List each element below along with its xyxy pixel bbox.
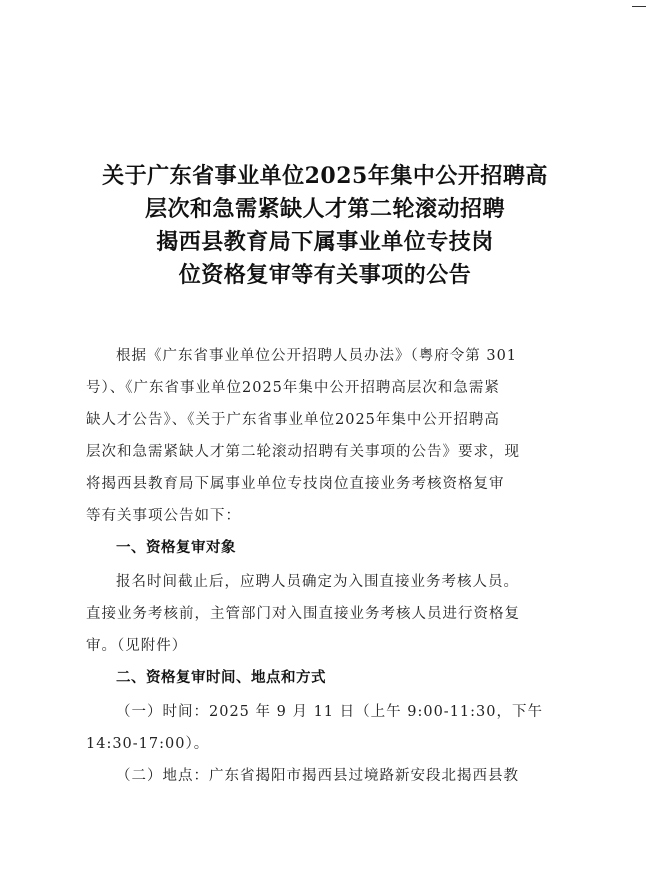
title-line-2: 层次和急需紧缺人才第二轮滚动招聘 [144, 196, 505, 222]
paragraph-2-line-2: 直接业务考核前，主管部门对入围直接业务考核人员进行资格复 [86, 606, 520, 622]
paragraph-1-line-2: 号）、《广东省事业单位2025年集中公开招聘高层次和急需紧 [86, 380, 500, 396]
paragraph-3-line-1: （一）时间：2025 年 9 月 11 日（上午 9:00-11:30，下午 [116, 704, 543, 720]
corner-mark [632, 6, 646, 7]
paragraph-4-line-1: （二）地点：广东省揭阳市揭西县过境路新安段北揭西县教 [116, 768, 519, 784]
title-line-1: 关于广东省事业单位2025年集中公开招聘高 [102, 163, 548, 189]
paragraph-1-line-3: 缺人才公告》、《关于广东省事业单位2025年集中公开招聘高 [86, 412, 500, 428]
paragraph-1-line-1: 根据《广东省事业单位公开招聘人员办法》（粤府令第 301 [116, 348, 518, 364]
paragraph-2-line-3: 审。（见附件） [86, 638, 188, 654]
title-line-3: 揭西县教育局下属事业单位专技岗 [156, 229, 494, 255]
paragraph-1-line-4: 层次和急需紧缺人才第二轮滚动招聘有关事项的公告》要求，现 [86, 444, 520, 460]
title-line-4: 位资格复审等有关事项的公告 [178, 262, 472, 288]
paragraph-2-line-1: 报名时间截止后，应聘人员确定为入围直接业务考核人员。 [116, 574, 519, 590]
section-heading-1: 一、资格复审对象 [116, 540, 236, 556]
paragraph-1-line-6: 等有关事项公告如下： [86, 508, 241, 524]
document-body [86, 0, 566, 894]
paragraph-3-line-2: 14:30-17:00）。 [86, 736, 210, 752]
paragraph-1-line-5: 将揭西县教育局下属事业单位专技岗位直接业务考核资格复审 [86, 476, 505, 492]
section-heading-2: 二、资格复审时间、地点和方式 [116, 670, 326, 686]
